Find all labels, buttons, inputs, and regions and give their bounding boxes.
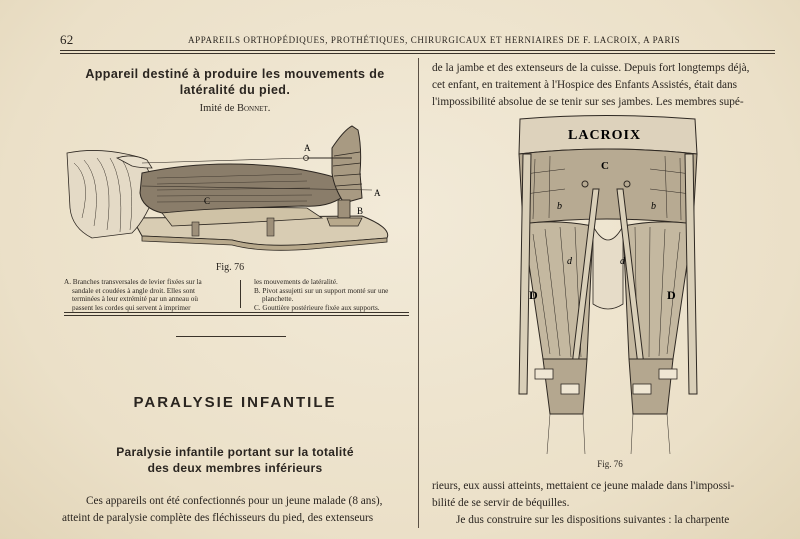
body-line: l'impossibilité absolue de se tenir sur ses jambes. Les membres supé- xyxy=(432,96,744,108)
fig1-label-c: C xyxy=(204,196,211,206)
body-line: cet enfant, en traitement à l'Hospice des Enfants Assistés, était dans xyxy=(432,79,738,91)
figure1-caption: Fig. 76 xyxy=(215,262,245,273)
legend-left-line: passent les cordes qui servent à imprimer xyxy=(72,303,191,312)
fig2-label-d-right: d xyxy=(620,256,625,267)
body-line: de la jambe et des extenseurs de la cuisse. Depuis fort longtemps déjà, xyxy=(432,62,750,74)
legend-right-line: C. Gouttière postérieure fixée aux supports. xyxy=(254,303,380,312)
body-line: Ces appareils ont été confectionnés pour un jeune malade (8 ans), xyxy=(86,495,383,507)
section2-subtitle-line1: Paralysie infantile portant sur la totalité xyxy=(116,445,354,459)
fig2-label-b-right: b xyxy=(651,201,656,212)
figure2-caption: Fig. 76 xyxy=(597,459,623,469)
section2-title: PARALYSIE INFANTILE xyxy=(133,394,337,411)
running-title: APPAREILS ORTHOPÉDIQUES, PROTHÉTIQUES, CHIRURGICAUX ET HERNIAIRES DE F. LACROIX, A PARIS xyxy=(188,35,681,45)
fig2-label-D-left: D xyxy=(529,288,538,302)
section1-title xyxy=(70,66,400,98)
legend-left-line: sandale et coudées à angle droit. Elles sont xyxy=(72,286,195,295)
legend-left-line: terminées à leur extrémité par un anneau où xyxy=(72,295,198,304)
fig1-label-a-top: A xyxy=(304,143,311,153)
column-divider xyxy=(418,58,419,528)
header-rule xyxy=(60,50,775,51)
legend-right-line: les mouvements de latéralité. xyxy=(254,278,338,286)
section1-title-line2: latéralité du pied. xyxy=(179,83,291,97)
section-separator xyxy=(176,336,286,337)
brace-apparatus-figure xyxy=(505,114,710,456)
subtitle-name: Bonnet. xyxy=(236,103,271,114)
legend-rule-double xyxy=(64,315,409,316)
fig2-label-c: C xyxy=(601,160,609,172)
fig2-label-D-right: D xyxy=(667,288,676,302)
right-column-bottom-text xyxy=(432,478,777,529)
section2-subtitle-line2: des deux membres inférieurs xyxy=(147,461,323,475)
legend-separator xyxy=(240,280,241,308)
legend-rule xyxy=(64,312,409,313)
fig2-label-d-left: d xyxy=(567,256,572,267)
page-header xyxy=(60,32,770,48)
body-line: rieurs, eux aussi atteints, mettaient ce jeune malade dans l'impossi- xyxy=(432,480,735,492)
legend-left-column xyxy=(64,278,232,312)
body-line: bilité de se servir de béquilles. xyxy=(432,497,570,509)
legend-right-column xyxy=(254,278,414,312)
legend-right-line: B. Pivot assujetti sur un support monté sur une xyxy=(254,286,389,295)
fig2-label-b-left: b xyxy=(557,201,562,212)
right-column-top-text xyxy=(432,60,777,111)
section2-body xyxy=(62,493,412,527)
section2-subtitle xyxy=(70,444,400,476)
figure-brand-label: LACROIX xyxy=(568,128,642,143)
fig1-label-a-right: A xyxy=(374,188,381,198)
legend-left-line: A. Branches transversales de levier fixées sur la xyxy=(64,278,202,286)
body-line: Je dus construire sur les dispositions suivantes : la charpente xyxy=(456,514,730,526)
body-line: atteint de paralysie complète des fléchisseurs du pied, des extenseurs xyxy=(62,512,374,524)
section1-subtitle xyxy=(70,103,400,114)
legend-right-line: planchette. xyxy=(262,295,294,304)
page-number: 62 xyxy=(60,32,74,47)
section1-title-line1: Appareil destiné à produire les mouvements de xyxy=(85,67,385,81)
fig1-label-b: B xyxy=(357,206,364,216)
subtitle-prefix: Imité de xyxy=(199,103,237,114)
header-rule-double xyxy=(60,53,775,54)
foot-apparatus-figure xyxy=(62,118,407,260)
